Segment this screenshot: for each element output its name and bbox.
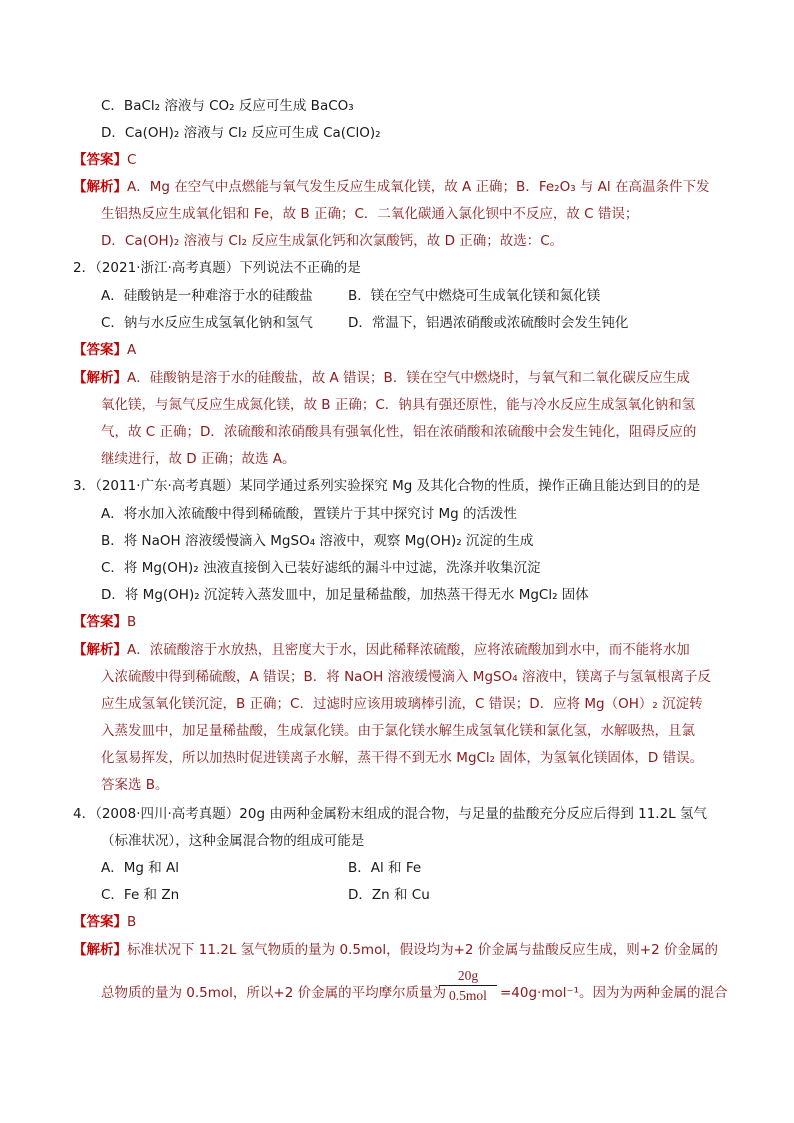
answer-value: B xyxy=(127,914,137,930)
q1-analysis-line-2: 生铝热反应生成氧化铝和 Fe，故 B 正确；C．二氧化碳通入氯化钡中不反应，故 C 错误； xyxy=(101,206,639,222)
q3-analysis-line-4: 入蒸发皿中，加足量稀盐酸，生成氯化镁。由于氯化镁水解生成氢氧化镁和氯化氢，水解吸热，且氯 xyxy=(101,723,695,739)
analysis-text: A．Mg 在空气中点燃能与氧气发生反应生成氧化镁，故 A 正确；B．Fe₂O₃ 与 Al 在高温条件下发 xyxy=(127,179,710,195)
q2-analysis-line-3: 气，故 C 正确；D．浓硫酸和浓硝酸具有强氧化性，铝在浓硝酸和浓硫酸中会发生钝化，阻碍反应的 xyxy=(101,424,697,440)
q4-analysis-line-2-post: =40g·mol⁻¹。因为为两种金属的混合 xyxy=(500,985,728,1001)
q2-option-a: A．硅酸钠是一种难溶于水的硅酸盐 xyxy=(101,288,313,304)
q3-option-d: D．将 Mg(OH)₂ 沉淀转入蒸发皿中，加足量稀盐酸，加热蒸干得无水 MgCl₂ 固体 xyxy=(101,587,589,603)
analysis-tag: 【解析】 xyxy=(73,370,127,386)
q3-analysis-line-2: 入浓硫酸中得到稀硫酸，A 错误；B．将 NaOH 溶液缓慢滴入 MgSO₄ 溶液中，镁离子与氢氧根离子反 xyxy=(101,669,711,685)
analysis-text: A．浓硫酸溶于水放热，且密度大于水，因此稀释浓硫酸，应将浓硫酸加到水中，而不能将水加 xyxy=(127,642,690,658)
answer-tag: 【答案】 xyxy=(73,152,127,168)
q3-option-a: A．将水加入浓硫酸中得到稀硫酸，置镁片于其中探究讨 Mg 的活泼性 xyxy=(101,506,518,522)
analysis-text: A．硅酸钠是溶于水的硅酸盐，故 A 错误；B．镁在空气中燃烧时，与氧气和二氧化碳反应生成 xyxy=(127,370,690,386)
answer-value: C xyxy=(127,152,137,168)
q4-answer-line xyxy=(73,913,136,931)
q4-analysis-line-1 xyxy=(73,941,718,959)
q2-analysis-line-1 xyxy=(73,369,690,387)
q2-option-b: B．镁在空气中燃烧可生成氧化镁和氮化镁 xyxy=(348,288,601,304)
q3-analysis-line-5: 化氢易挥发，所以加热时促进镁离子水解，蒸干得不到无水 MgCl₂ 固体，为氢氧化镁固体，D 错误。 xyxy=(101,750,704,766)
fraction-numerator: 20g xyxy=(439,968,497,986)
q2-stem: 2．（2021·浙江·高考真题）下列说法不正确的是 xyxy=(73,260,361,276)
fraction-denominator: 0.5mol xyxy=(449,988,487,1003)
analysis-text: 标准状况下 11.2L 氢气物质的量为 0.5mol，假设均为+2 价金属与盐酸反应生成，则+2 价金属的 xyxy=(127,942,718,958)
answer-value: B xyxy=(127,614,137,630)
analysis-tag: 【解析】 xyxy=(73,179,127,195)
q4-analysis-line-2-pre: 总物质的量为 0.5mol，所以+2 价金属的平均摩尔质量为 xyxy=(101,985,447,1001)
answer-value: A xyxy=(127,342,137,358)
q4-stem-cont: （标准状况），这种金属混合物的组成可能是 xyxy=(101,833,365,849)
q3-answer-line xyxy=(73,613,136,631)
q4-option-c: C．Fe 和 Zn xyxy=(101,887,180,903)
q4-stem: 4．（2008·四川·高考真题）20g 由两种金属粉末组成的混合物，与足量的盐酸充分反应后得到 11.2L 氢气 xyxy=(73,806,707,822)
analysis-tag: 【解析】 xyxy=(73,942,127,958)
q1-analysis-line-3: D．Ca(OH)₂ 溶液与 Cl₂ 反应生成氯化钙和次氯酸钙，故 D 正确；故选：C。 xyxy=(101,233,564,249)
q3-analysis-line-1 xyxy=(73,641,690,659)
q4-option-b: B．Al 和 Fe xyxy=(348,860,422,876)
q1-option-d: D．Ca(OH)₂ 溶液与 Cl₂ 反应可生成 Ca(ClO)₂ xyxy=(101,125,381,141)
answer-tag: 【答案】 xyxy=(73,614,127,630)
q2-analysis-line-4: 继续进行，故 D 正确；故选 A。 xyxy=(101,451,296,467)
answer-tag: 【答案】 xyxy=(73,342,127,358)
q1-answer-line xyxy=(73,151,136,169)
q1-option-c: C．BaCl₂ 溶液与 CO₂ 反应可生成 BaCO₃ xyxy=(101,98,354,114)
q4-option-d: D．Zn 和 Cu xyxy=(348,887,430,903)
q3-analysis-line-3: 应生成氢氧化镁沉淀，B 正确；C．过滤时应该用玻璃棒引流，C 错误；D．应将 Mg（OH）₂ 沉淀转 xyxy=(101,696,703,712)
q3-analysis-line-6: 答案选 B。 xyxy=(101,777,169,793)
q2-option-c: C．钠与水反应生成氢氧化钠和氢气 xyxy=(101,315,313,331)
q2-option-d: D．常温下，铝遇浓硝酸或浓硫酸时会发生钝化 xyxy=(348,315,629,331)
q4-option-a: A．Mg 和 Al xyxy=(101,860,180,876)
q1-analysis-line-1 xyxy=(73,178,709,196)
q2-answer-line xyxy=(73,341,136,359)
analysis-tag: 【解析】 xyxy=(73,642,127,658)
q3-option-c: C．将 Mg(OH)₂ 浊液直接倒入已装好滤纸的漏斗中过滤，洗涤并收集沉淀 xyxy=(101,560,541,576)
q3-option-b: B．将 NaOH 溶液缓慢滴入 MgSO₄ 溶液中，观察 Mg(OH)₂ 沉淀的生成 xyxy=(101,533,534,549)
q3-stem: 3．（2011·广东·高考真题）某同学通过系列实验探究 Mg 及其化合物的性质，操作正确且能达到目的的是 xyxy=(73,478,701,494)
q2-analysis-line-2: 氧化镁，与氮气反应生成氮化镁，故 B 正确；C．钠具有强还原性，能与冷水反应生成氢氧化钠和氢 xyxy=(101,397,696,413)
answer-tag: 【答案】 xyxy=(73,914,127,930)
q4-fraction xyxy=(439,968,497,1004)
